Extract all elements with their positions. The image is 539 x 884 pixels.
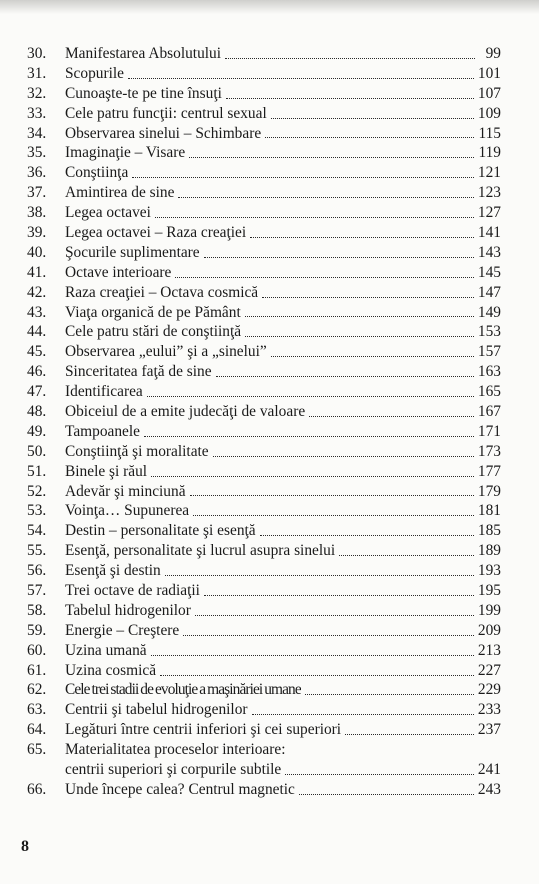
toc-title: Energie – Creştere [65, 621, 180, 639]
toc-entry [27, 243, 501, 263]
toc-page-number: 153 [477, 323, 501, 341]
toc-number: 49. [27, 422, 47, 440]
dot-leader [216, 376, 474, 377]
toc-title: Centrii şi tabelul hidrogenilor [65, 701, 248, 719]
dot-leader [178, 197, 473, 198]
toc-entry [27, 780, 501, 800]
toc-page-number: 163 [477, 363, 501, 381]
toc-number: 63. [27, 701, 47, 719]
toc-title-continuation: centrii superiori şi corpurile subtile [65, 761, 282, 779]
toc-title: Observarea „eului” şi a „sinelui” [65, 343, 267, 361]
toc-title: Şocurile suplimentare [65, 243, 200, 261]
toc-title: Conştiinţă şi moralitate [65, 442, 209, 460]
toc-entry [27, 303, 501, 323]
toc-page-number: 143 [477, 243, 501, 261]
dot-leader [339, 555, 474, 556]
toc-number: 60. [27, 641, 47, 659]
toc-number: 36. [27, 164, 47, 182]
toc-title: Amintirea de sine [65, 184, 175, 202]
toc-page-number: 149 [477, 303, 501, 321]
toc-title: Identificarea [65, 383, 143, 401]
toc-page-number: 115 [478, 124, 501, 142]
dot-leader [226, 98, 474, 99]
toc-page-number: 193 [477, 562, 501, 580]
toc-page-number: 181 [477, 502, 501, 520]
toc-title: Observarea sinelui – Schimbare [65, 124, 262, 142]
toc-number: 33. [27, 104, 47, 122]
toc-page-number: 107 [477, 84, 501, 102]
toc-title: Legături între centrii inferiori şi cei superiori [65, 721, 342, 739]
dot-leader [175, 277, 474, 278]
toc-page-number: 199 [477, 601, 501, 619]
toc-title: Viaţa organică de pe Pământ [65, 303, 241, 321]
toc-number: 59. [27, 621, 47, 639]
toc-number: 65. [27, 741, 47, 759]
toc-entry [27, 342, 501, 362]
toc-title: Adevăr şi minciună [65, 482, 186, 500]
dot-leader [299, 794, 474, 795]
toc-entry [27, 263, 501, 283]
dot-leader [285, 774, 474, 775]
toc-title: Sinceritatea faţă de sine [65, 363, 212, 381]
toc-number: 54. [27, 522, 47, 540]
toc-entry [27, 501, 501, 521]
toc-title: Imaginaţie – Visare [65, 144, 186, 162]
dot-leader [260, 535, 474, 536]
toc-title: Legea octavei [65, 204, 151, 222]
toc-number: 66. [27, 780, 47, 798]
toc-title: Legea octavei – Raza creaţiei [65, 224, 247, 241]
toc-number: 55. [27, 542, 47, 560]
toc-page-number: 185 [477, 522, 501, 540]
dot-leader [195, 615, 474, 616]
toc-title: Octave interioare [65, 263, 172, 281]
toc-entry [27, 84, 501, 104]
toc-entry [27, 681, 501, 701]
toc-page-number: 141 [477, 224, 501, 241]
toc-page-number: 109 [477, 104, 501, 122]
toc-title: Cele patru stări de conştiinţă [65, 323, 242, 341]
toc-entry [27, 283, 501, 303]
dot-leader [144, 436, 474, 437]
dot-leader [204, 257, 474, 258]
toc-page-number: 241 [477, 761, 501, 779]
toc-page-number: 171 [477, 422, 501, 440]
toc-number: 30. [27, 44, 47, 62]
dot-leader [271, 118, 474, 119]
toc-title: Uzina cosmică [65, 661, 157, 679]
dot-leader [250, 237, 474, 238]
dot-leader [225, 58, 475, 59]
toc-number: 39. [27, 224, 47, 241]
dot-leader [204, 595, 474, 596]
dot-leader [262, 297, 474, 298]
toc-page-number: 123 [477, 184, 501, 202]
toc-number: 51. [27, 462, 47, 480]
toc-title: Unde începe calea? Centrul magnetic [65, 780, 295, 798]
toc-number: 58. [27, 601, 47, 619]
dot-leader [345, 734, 474, 735]
toc-entry [27, 382, 501, 402]
toc-number: 41. [27, 263, 47, 281]
dot-leader [305, 694, 474, 695]
toc-number: 48. [27, 403, 47, 421]
toc-number: 56. [27, 562, 47, 580]
toc-entry [27, 203, 501, 223]
toc-entry [27, 521, 501, 541]
dot-leader [147, 396, 474, 397]
toc-entry [27, 223, 501, 243]
toc-number: 34. [27, 124, 47, 142]
toc-entry [27, 561, 501, 581]
toc-title: Tabelul hidrogenilor [65, 601, 191, 619]
dot-leader [155, 217, 474, 218]
toc-title: Binele şi răul [65, 462, 148, 480]
toc-number: 42. [27, 283, 47, 301]
toc-title: Materialitatea proceselor interioare: [65, 741, 286, 759]
toc-number: 40. [27, 243, 47, 261]
dot-leader [252, 714, 474, 715]
toc-number: 31. [27, 64, 47, 82]
toc-page-number: 195 [477, 582, 501, 600]
toc-number: 52. [27, 482, 47, 500]
toc-number: 50. [27, 442, 47, 460]
toc-page-number: 243 [477, 780, 501, 798]
toc-page-number: 227 [477, 661, 501, 679]
dot-leader [190, 495, 474, 496]
dot-leader [265, 137, 474, 138]
toc-page-number: 147 [477, 283, 501, 301]
toc-title: Trei octave de radiaţii [65, 582, 200, 600]
toc-entry [27, 64, 501, 84]
toc-number: 35. [27, 144, 47, 162]
toc-title: Conştiinţa [65, 164, 129, 182]
toc-number: 53. [27, 502, 47, 520]
dot-leader [132, 177, 474, 178]
toc-page-number: 237 [477, 721, 501, 739]
dot-leader [151, 476, 474, 477]
toc-number: 64. [27, 721, 47, 739]
toc-entry [27, 700, 501, 720]
dot-leader [245, 316, 474, 317]
toc-title: Cele patru funcţii: centrul sexual [65, 104, 267, 122]
toc-title: Uzina umană [65, 641, 147, 659]
toc-page-number: 145 [477, 263, 501, 281]
toc-title: Voinţa… Supunerea [65, 502, 190, 520]
toc-page-number: 233 [477, 701, 501, 719]
toc-number: 43. [27, 303, 47, 321]
toc-entry [27, 422, 501, 442]
toc-page-number: 213 [477, 641, 501, 659]
dot-leader [189, 157, 474, 158]
toc-entry [27, 601, 501, 621]
toc-entry [27, 641, 501, 661]
toc-entry [27, 621, 501, 641]
dot-leader [128, 78, 474, 79]
page-top-edge [0, 0, 539, 14]
toc-title: Esenţă şi destin [65, 562, 161, 580]
toc-page-number: 127 [477, 204, 501, 222]
toc-title: Esenţă, personalitate şi lucrul asupra sinelui [65, 542, 336, 560]
toc-number: 46. [27, 363, 47, 381]
toc-number: 61. [27, 661, 47, 679]
toc-page-number: 209 [477, 621, 501, 639]
dot-leader [245, 336, 474, 337]
page-folio-number: 8 [21, 838, 29, 855]
toc-page-number: 101 [477, 64, 501, 82]
dot-leader [193, 515, 474, 516]
toc-entry [27, 482, 501, 502]
toc-page-number: 157 [477, 343, 501, 361]
dot-leader [183, 635, 474, 636]
toc-number: 44. [27, 323, 47, 341]
toc-entry [27, 183, 501, 203]
toc-entry [27, 581, 501, 601]
dot-leader [165, 575, 474, 576]
toc-entry [27, 442, 501, 462]
toc-page-number: 167 [477, 403, 501, 421]
toc-number: 62. [27, 681, 47, 699]
toc-page-number: 165 [477, 383, 501, 401]
toc-page-number: 189 [477, 542, 501, 560]
dot-leader [151, 655, 474, 656]
toc-number: 38. [27, 204, 47, 222]
table-of-contents [27, 44, 501, 800]
toc-number: 57. [27, 582, 47, 600]
dot-leader [213, 456, 474, 457]
toc-title: Scopurile [65, 64, 124, 82]
toc-number: 32. [27, 84, 47, 102]
toc-page-number: 173 [477, 442, 501, 460]
toc-title: Cele trei stadii de evoluţie a maşinăriei umane [65, 681, 301, 699]
toc-entry [27, 661, 501, 681]
toc-entry [27, 541, 501, 561]
toc-page-number: 229 [477, 681, 501, 699]
toc-entry [27, 362, 501, 382]
toc-page-number: 121 [477, 164, 501, 182]
toc-page-number: 179 [477, 482, 501, 500]
toc-entry [27, 124, 501, 144]
toc-entry [27, 163, 501, 183]
toc-entry [27, 740, 501, 780]
toc-entry [27, 322, 501, 342]
toc-entry [27, 720, 501, 740]
toc-page-number: 177 [477, 462, 501, 480]
toc-title: Tampoanele [65, 422, 140, 440]
dot-leader [271, 356, 474, 357]
toc-title: Obiceiul de a emite judecăţi de valoare [65, 403, 306, 421]
dot-leader [309, 416, 474, 417]
toc-title: Destin – personalitate şi esenţă [65, 522, 256, 540]
toc-page-number: 99 [485, 44, 501, 62]
toc-page-number: 119 [478, 144, 501, 162]
toc-title: Manifestarea Absolutului [65, 44, 222, 62]
toc-entry [27, 44, 501, 64]
toc-title: Cunoaşte-te pe tine însuţi [65, 84, 222, 102]
toc-entry [27, 402, 501, 422]
toc-number: 37. [27, 184, 47, 202]
toc-entry [27, 143, 501, 163]
dot-leader [160, 675, 474, 676]
toc-entry [27, 462, 501, 482]
toc-title: Raza creaţiei – Octava cosmică [65, 283, 259, 301]
toc-number: 47. [27, 383, 47, 401]
toc-number: 45. [27, 343, 47, 361]
toc-entry [27, 104, 501, 124]
